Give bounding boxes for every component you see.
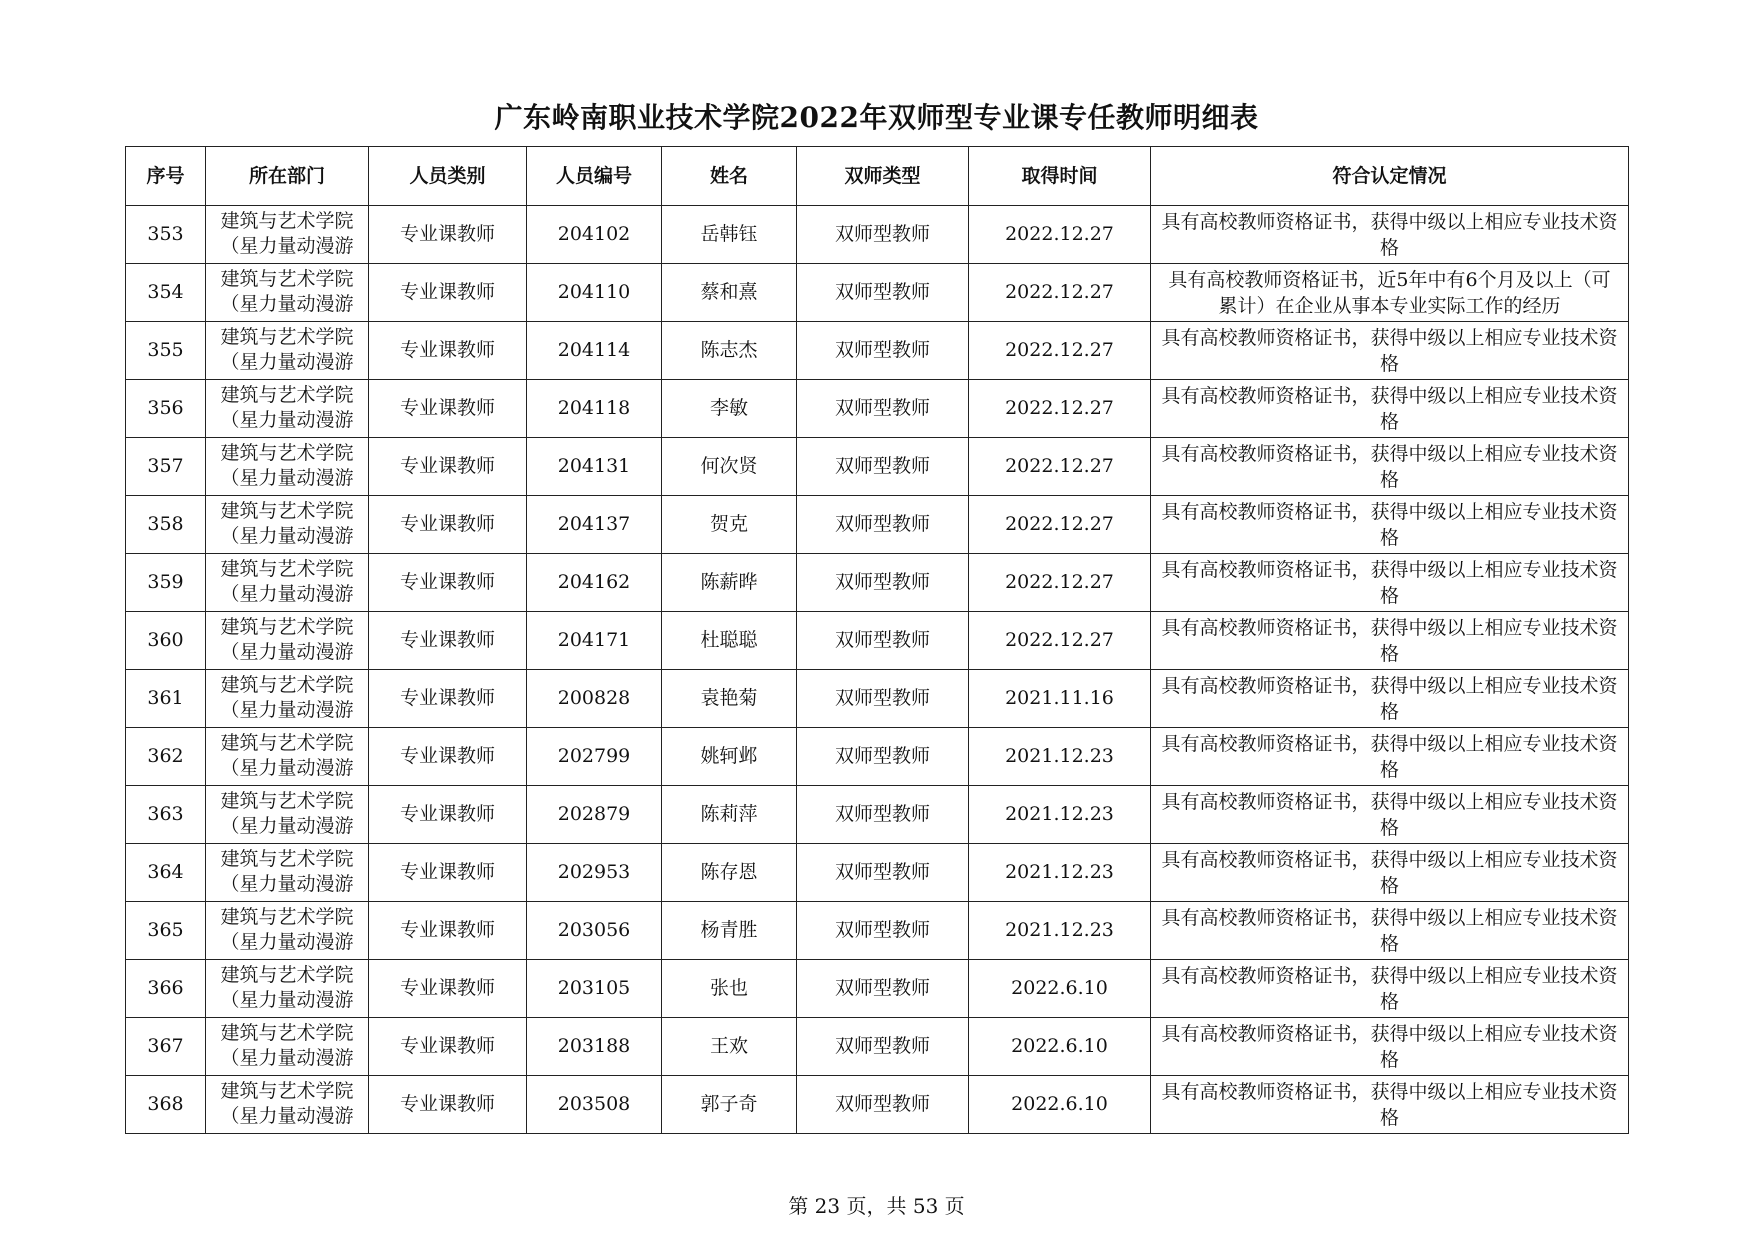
cell-qualification: 具有高校教师资格证书，获得中级以上相应专业技术资格 [1151, 786, 1629, 844]
table-header-row [126, 147, 1629, 206]
cell-serial: 359 [126, 554, 206, 612]
cell-department [206, 844, 369, 902]
cell-department [206, 380, 369, 438]
cell-department [206, 670, 369, 728]
cell-serial: 356 [126, 380, 206, 438]
header-name: 姓名 [662, 147, 797, 206]
cell-name: 陈莉萍 [662, 786, 797, 844]
cell-staff-id: 204114 [527, 322, 662, 380]
cell-dual-type: 双师型教师 [797, 554, 969, 612]
cell-dual-type: 双师型教师 [797, 1076, 969, 1134]
cell-date: 2021.12.23 [969, 844, 1151, 902]
cell-serial: 366 [126, 960, 206, 1018]
cell-staff-category: 专业课教师 [369, 1018, 527, 1076]
department-text: 建筑与艺术学院（星力量动漫游 [220, 441, 354, 489]
cell-department [206, 438, 369, 496]
table-row [126, 902, 1629, 960]
department-text: 建筑与艺术学院（星力量动漫游 [220, 383, 354, 431]
cell-staff-category: 专业课教师 [369, 728, 527, 786]
cell-staff-category: 专业课教师 [369, 438, 527, 496]
cell-department [206, 786, 369, 844]
table-row [126, 786, 1629, 844]
cell-staff-category: 专业课教师 [369, 960, 527, 1018]
table-row [126, 728, 1629, 786]
cell-qualification: 具有高校教师资格证书，获得中级以上相应专业技术资格 [1151, 1018, 1629, 1076]
cell-staff-id: 200828 [527, 670, 662, 728]
cell-department [206, 206, 369, 264]
cell-dual-type: 双师型教师 [797, 786, 969, 844]
cell-dual-type: 双师型教师 [797, 902, 969, 960]
cell-staff-category: 专业课教师 [369, 612, 527, 670]
department-text: 建筑与艺术学院（星力量动漫游 [220, 963, 354, 1011]
table-body [126, 206, 1629, 1134]
table-row [126, 844, 1629, 902]
cell-staff-category: 专业课教师 [369, 670, 527, 728]
cell-date: 2022.12.27 [969, 322, 1151, 380]
table-row [126, 1076, 1629, 1134]
cell-staff-id: 204171 [527, 612, 662, 670]
cell-name: 杜聪聪 [662, 612, 797, 670]
cell-qualification: 具有高校教师资格证书，获得中级以上相应专业技术资格 [1151, 554, 1629, 612]
cell-name: 杨青胜 [662, 902, 797, 960]
cell-department [206, 902, 369, 960]
cell-dual-type: 双师型教师 [797, 612, 969, 670]
cell-date: 2021.12.23 [969, 786, 1151, 844]
cell-staff-id: 203188 [527, 1018, 662, 1076]
cell-serial: 358 [126, 496, 206, 554]
cell-dual-type: 双师型教师 [797, 670, 969, 728]
cell-serial: 364 [126, 844, 206, 902]
cell-staff-id: 204102 [527, 206, 662, 264]
cell-dual-type: 双师型教师 [797, 380, 969, 438]
cell-date: 2022.12.27 [969, 612, 1151, 670]
cell-date: 2022.12.27 [969, 264, 1151, 322]
cell-qualification: 具有高校教师资格证书，获得中级以上相应专业技术资格 [1151, 322, 1629, 380]
cell-date: 2022.6.10 [969, 960, 1151, 1018]
cell-dual-type: 双师型教师 [797, 438, 969, 496]
cell-qualification: 具有高校教师资格证书，获得中级以上相应专业技术资格 [1151, 1076, 1629, 1134]
table-row [126, 554, 1629, 612]
cell-staff-category: 专业课教师 [369, 206, 527, 264]
cell-staff-id: 203508 [527, 1076, 662, 1134]
cell-qualification: 具有高校教师资格证书，获得中级以上相应专业技术资格 [1151, 612, 1629, 670]
department-text: 建筑与艺术学院（星力量动漫游 [220, 499, 354, 547]
cell-staff-category: 专业课教师 [369, 264, 527, 322]
department-text: 建筑与艺术学院（星力量动漫游 [220, 673, 354, 721]
cell-date: 2021.12.23 [969, 728, 1151, 786]
department-text: 建筑与艺术学院（星力量动漫游 [220, 557, 354, 605]
cell-staff-id: 202953 [527, 844, 662, 902]
cell-date: 2022.6.10 [969, 1018, 1151, 1076]
cell-date: 2022.12.27 [969, 554, 1151, 612]
cell-staff-id: 203105 [527, 960, 662, 1018]
cell-dual-type: 双师型教师 [797, 1018, 969, 1076]
header-staff-category: 人员类别 [369, 147, 527, 206]
cell-staff-category: 专业课教师 [369, 844, 527, 902]
cell-staff-category: 专业课教师 [369, 496, 527, 554]
department-text: 建筑与艺术学院（星力量动漫游 [220, 789, 354, 837]
cell-serial: 360 [126, 612, 206, 670]
header-qualification: 符合认定情况 [1151, 147, 1629, 206]
department-text: 建筑与艺术学院（星力量动漫游 [220, 1079, 354, 1127]
cell-serial: 363 [126, 786, 206, 844]
cell-department [206, 960, 369, 1018]
cell-staff-category: 专业课教师 [369, 380, 527, 438]
cell-qualification: 具有高校教师资格证书，近5年中有6个月及以上（可累计）在企业从事本专业实际工作的经历 [1151, 264, 1629, 322]
table-row [126, 438, 1629, 496]
cell-name: 何次贤 [662, 438, 797, 496]
cell-qualification: 具有高校教师资格证书，获得中级以上相应专业技术资格 [1151, 380, 1629, 438]
department-text: 建筑与艺术学院（星力量动漫游 [220, 731, 354, 779]
cell-name: 岳韩钰 [662, 206, 797, 264]
header-serial: 序号 [126, 147, 206, 206]
header-staff-id: 人员编号 [527, 147, 662, 206]
cell-dual-type: 双师型教师 [797, 496, 969, 554]
teacher-table [125, 146, 1629, 1134]
header-date: 取得时间 [969, 147, 1151, 206]
cell-dual-type: 双师型教师 [797, 264, 969, 322]
cell-staff-category: 专业课教师 [369, 554, 527, 612]
cell-name: 袁艳菊 [662, 670, 797, 728]
cell-qualification: 具有高校教师资格证书，获得中级以上相应专业技术资格 [1151, 206, 1629, 264]
cell-staff-id: 202799 [527, 728, 662, 786]
cell-serial: 367 [126, 1018, 206, 1076]
page-footer: 第 23 页，共 53 页 [788, 1194, 965, 1218]
cell-staff-id: 204118 [527, 380, 662, 438]
table-row [126, 670, 1629, 728]
cell-qualification: 具有高校教师资格证书，获得中级以上相应专业技术资格 [1151, 728, 1629, 786]
department-text: 建筑与艺术学院（星力量动漫游 [220, 267, 354, 315]
cell-name: 姚轲邺 [662, 728, 797, 786]
cell-date: 2022.6.10 [969, 1076, 1151, 1134]
cell-qualification: 具有高校教师资格证书，获得中级以上相应专业技术资格 [1151, 844, 1629, 902]
cell-staff-id: 202879 [527, 786, 662, 844]
cell-date: 2021.12.23 [969, 902, 1151, 960]
cell-dual-type: 双师型教师 [797, 206, 969, 264]
department-text: 建筑与艺术学院（星力量动漫游 [220, 847, 354, 895]
cell-dual-type: 双师型教师 [797, 728, 969, 786]
cell-date: 2022.12.27 [969, 206, 1151, 264]
cell-name: 贺克 [662, 496, 797, 554]
cell-qualification: 具有高校教师资格证书，获得中级以上相应专业技术资格 [1151, 496, 1629, 554]
header-department: 所在部门 [206, 147, 369, 206]
cell-name: 李敏 [662, 380, 797, 438]
cell-serial: 361 [126, 670, 206, 728]
department-text: 建筑与艺术学院（星力量动漫游 [220, 1021, 354, 1069]
table-row [126, 380, 1629, 438]
cell-name: 陈薪晔 [662, 554, 797, 612]
cell-staff-category: 专业课教师 [369, 1076, 527, 1134]
cell-staff-category: 专业课教师 [369, 322, 527, 380]
table-row [126, 264, 1629, 322]
department-text: 建筑与艺术学院（星力量动漫游 [220, 615, 354, 663]
cell-qualification: 具有高校教师资格证书，获得中级以上相应专业技术资格 [1151, 902, 1629, 960]
cell-date: 2022.12.27 [969, 380, 1151, 438]
cell-name: 陈存恩 [662, 844, 797, 902]
cell-qualification: 具有高校教师资格证书，获得中级以上相应专业技术资格 [1151, 670, 1629, 728]
department-text: 建筑与艺术学院（星力量动漫游 [220, 209, 354, 257]
department-text: 建筑与艺术学院（星力量动漫游 [220, 905, 354, 953]
header-dual-type: 双师类型 [797, 147, 969, 206]
cell-qualification: 具有高校教师资格证书，获得中级以上相应专业技术资格 [1151, 960, 1629, 1018]
cell-dual-type: 双师型教师 [797, 844, 969, 902]
cell-staff-id: 204131 [527, 438, 662, 496]
cell-staff-id: 204162 [527, 554, 662, 612]
cell-serial: 354 [126, 264, 206, 322]
cell-department [206, 1018, 369, 1076]
cell-serial: 368 [126, 1076, 206, 1134]
cell-date: 2021.11.16 [969, 670, 1151, 728]
cell-name: 陈志杰 [662, 322, 797, 380]
cell-staff-id: 203056 [527, 902, 662, 960]
cell-dual-type: 双师型教师 [797, 322, 969, 380]
table-row [126, 322, 1629, 380]
cell-qualification: 具有高校教师资格证书，获得中级以上相应专业技术资格 [1151, 438, 1629, 496]
cell-serial: 355 [126, 322, 206, 380]
table-row [126, 960, 1629, 1018]
cell-serial: 353 [126, 206, 206, 264]
cell-date: 2022.12.27 [969, 438, 1151, 496]
cell-name: 张也 [662, 960, 797, 1018]
cell-staff-id: 204110 [527, 264, 662, 322]
table-row [126, 1018, 1629, 1076]
cell-date: 2022.12.27 [969, 496, 1151, 554]
cell-staff-category: 专业课教师 [369, 902, 527, 960]
cell-serial: 357 [126, 438, 206, 496]
page-title: 广东岭南职业技术学院2022年双师型专业课专任教师明细表 [494, 101, 1259, 134]
cell-department [206, 554, 369, 612]
cell-staff-id: 204137 [527, 496, 662, 554]
table-row [126, 496, 1629, 554]
cell-department [206, 1076, 369, 1134]
table-row [126, 612, 1629, 670]
cell-department [206, 728, 369, 786]
cell-name: 蔡和熹 [662, 264, 797, 322]
cell-department [206, 322, 369, 380]
cell-staff-category: 专业课教师 [369, 786, 527, 844]
cell-department [206, 612, 369, 670]
cell-serial: 365 [126, 902, 206, 960]
cell-dual-type: 双师型教师 [797, 960, 969, 1018]
cell-name: 王欢 [662, 1018, 797, 1076]
cell-department [206, 496, 369, 554]
department-text: 建筑与艺术学院（星力量动漫游 [220, 325, 354, 373]
cell-name: 郭子奇 [662, 1076, 797, 1134]
cell-serial: 362 [126, 728, 206, 786]
cell-department [206, 264, 369, 322]
table-row [126, 206, 1629, 264]
